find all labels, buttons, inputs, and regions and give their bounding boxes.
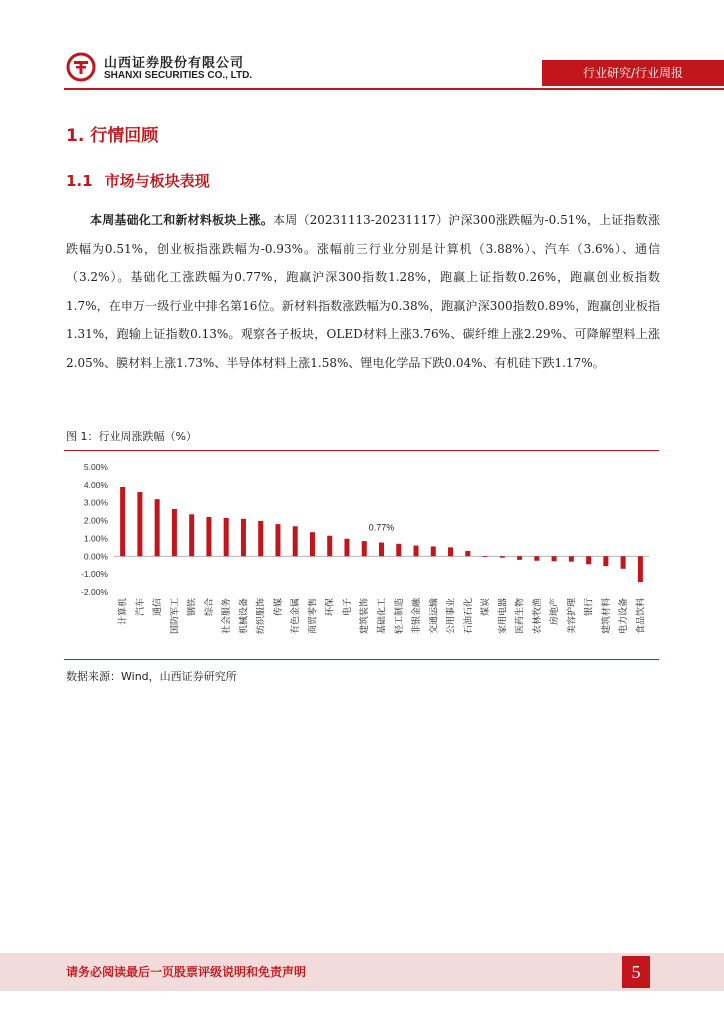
x-tick-label: 机械设备 (239, 598, 250, 635)
bar (155, 499, 160, 556)
data-label: 0.77% (368, 522, 395, 533)
subsection-number: 1.1 (66, 172, 93, 190)
x-tick-label: 纺织服饰 (256, 598, 267, 635)
bar (344, 539, 349, 557)
bar (137, 492, 142, 556)
market-summary-paragraph (66, 206, 660, 378)
x-tick-label: 钢铁 (187, 598, 198, 617)
x-tick-label: 煤炭 (481, 598, 492, 617)
y-tick-label: 0.00% (83, 551, 108, 562)
bar (172, 509, 177, 556)
figure-source: 数据来源：Wind，山西证券研究所 (66, 670, 237, 683)
bar (414, 546, 419, 557)
bar (293, 526, 298, 556)
bar (241, 519, 246, 557)
x-tick-label: 商贸零售 (308, 598, 319, 635)
bar (258, 521, 263, 556)
x-tick-label: 汽车 (135, 598, 146, 617)
x-tick-label: 公用事业 (446, 598, 457, 635)
x-tick-label: 环保 (325, 598, 336, 617)
x-tick-label: 食品饮料 (636, 598, 647, 635)
x-tick-label: 石油石化 (463, 598, 474, 635)
x-tick-label: 电力设备 (619, 598, 630, 635)
x-tick-label: 电子 (342, 598, 353, 617)
subsection-text: 市场与板块表现 (104, 172, 210, 190)
bar (120, 487, 125, 556)
x-tick-label: 银行 (584, 598, 595, 617)
y-tick-label: 5.00% (83, 462, 108, 472)
x-tick-label: 基础化工 (377, 598, 388, 635)
bar (500, 556, 505, 557)
y-tick-label: -1.00% (81, 569, 108, 580)
x-tick-label: 通信 (153, 598, 164, 617)
x-tick-label: 建筑材料 (601, 598, 612, 635)
company-name-en: SHANXI SECURITIES CO., LTD. (104, 70, 253, 81)
company-logo-icon (66, 52, 96, 82)
bar (448, 547, 453, 556)
bar (465, 551, 470, 556)
report-type-tag: 行业研究/行业周报 (542, 60, 724, 86)
bar (534, 556, 539, 560)
x-tick-label: 美容护理 (567, 598, 578, 635)
section-title: 1. 行情回顾 (66, 126, 159, 146)
paragraph-lead: 本周基础化工和新材料板块上涨。 (90, 213, 274, 227)
y-tick-label: -2.00% (81, 587, 108, 597)
bar (603, 556, 608, 566)
x-tick-label: 医药生物 (515, 598, 526, 635)
bar (379, 543, 384, 557)
x-tick-label: 有色金属 (291, 598, 302, 635)
figure-title: 图 1：行业周涨跌幅（%） (66, 430, 197, 443)
x-tick-label: 建筑装饰 (360, 598, 371, 635)
x-tick-label: 传媒 (273, 598, 284, 617)
paragraph-body: 本周（20231113-20231117）沪深300涨跌幅为-0.51%，上证指数涨跌幅为0.51%，创业板指涨跌幅为-0.93%。涨幅前三行业分别是计算机（3.88%）、汽车（3.6%）、通信（3.2%）。基础化工涨跌幅为0.77%，跑赢沪深300指数1.28%，跑赢上证指数0.26%，跑赢创业板指数1.7%，在申万一级行业中排名第16位。新材料指数涨跌幅为0.38%，跑赢沪深300指数0.89%，跑赢创业板指1.31%，跑输上证指数0.13%。观察各子板块，OLED材料上涨3.76%、碳纤维上涨2.29%、可降解塑料上涨2.05%、膜材料上涨1.73%、半导体材料上涨1.58%、锂电化学品下跌0.04%、有机硅下跌1.17%。 (66, 213, 660, 370)
x-tick-label: 房地产 (550, 598, 561, 626)
footer-band (0, 953, 724, 991)
bar (224, 518, 229, 556)
company-name-cn: 山西证券股份有限公司 (104, 56, 245, 71)
bar (275, 524, 280, 556)
bar (517, 556, 522, 560)
x-tick-label: 轻工制造 (394, 598, 405, 635)
bar (431, 546, 436, 556)
bar (483, 556, 488, 557)
x-tick-label: 家用电器 (498, 598, 509, 635)
x-tick-label: 综合 (204, 598, 215, 617)
footer-disclaimer: 请务必阅读最后一页股票评级说明和免责声明 (66, 965, 307, 979)
bar (310, 532, 315, 556)
subsection-title (66, 170, 210, 191)
x-tick-label: 计算机 (118, 598, 129, 626)
y-tick-label: 1.00% (83, 533, 108, 544)
bar (327, 536, 332, 557)
x-tick-label: 社会服务 (222, 598, 233, 635)
bar (569, 556, 574, 561)
x-tick-label: 农林牧渔 (532, 598, 543, 635)
page-number: 5 (622, 956, 650, 988)
figure-top-rule (64, 450, 659, 451)
x-tick-label: 交通运输 (429, 598, 440, 635)
bar (396, 544, 401, 557)
x-tick-label: 国防军工 (170, 598, 181, 635)
bar (621, 556, 626, 569)
industry-weekly-change-chart (64, 452, 659, 658)
bar (206, 517, 211, 556)
bar (362, 541, 367, 556)
bar (638, 556, 643, 582)
x-tick-label: 非银金融 (412, 598, 423, 635)
y-tick-label: 4.00% (83, 479, 108, 490)
y-tick-label: 2.00% (83, 515, 108, 526)
y-tick-label: 3.00% (83, 497, 108, 508)
bar (189, 514, 194, 556)
bar (552, 556, 557, 561)
figure-bottom-rule (64, 659, 659, 660)
header-divider (64, 88, 724, 90)
bar (586, 556, 591, 564)
